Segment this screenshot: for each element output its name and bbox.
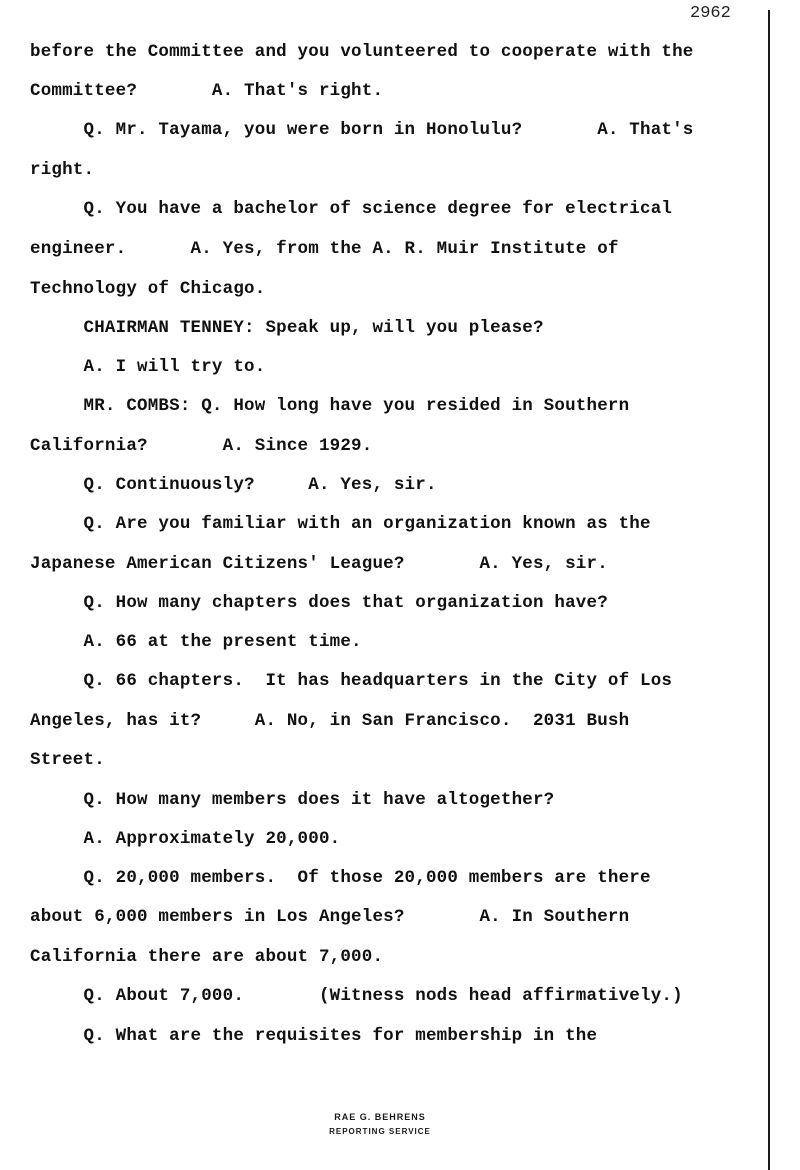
transcript-line: Q. Continuously? A. Yes, sir. (30, 475, 437, 495)
transcript-line: right. (30, 160, 95, 180)
transcript-line: A. I will try to. (30, 357, 266, 377)
transcript-line: Angeles, has it? A. No, in San Francisco. 2031 Bush (30, 711, 630, 731)
transcript-line: Q. How many chapters does that organization have? (30, 593, 608, 613)
transcript-line: Q. How many members does it have altogether? (30, 790, 555, 810)
transcript-line: Q. Are you familiar with an organization known as the (30, 514, 651, 534)
transcript-line: Street. (30, 750, 105, 770)
reporting-service-label: REPORTING SERVICE (329, 1127, 431, 1136)
transcript-line: Q. 66 chapters. It has headquarters in the City of Los (30, 671, 673, 691)
transcript-line: engineer. A. Yes, from the A. R. Muir Institute of (30, 239, 619, 259)
transcript-line: Q. You have a bachelor of science degree for electrical (30, 199, 673, 219)
transcript-line: MR. COMBS: Q. How long have you resided in Southern (30, 396, 630, 416)
transcript-line: about 6,000 members in Los Angeles? A. In Southern (30, 907, 630, 927)
transcript-line: CHAIRMAN TENNEY: Speak up, will you please? (30, 318, 544, 338)
transcript-line: Q. About 7,000. (Witness nods head affirmatively.) (30, 986, 683, 1006)
transcript-line: California there are about 7,000. (30, 947, 384, 967)
reporter-name: RAE G. BEHRENS (334, 1112, 426, 1122)
transcript-line: before the Committee and you volunteered to cooperate with the (30, 42, 694, 62)
page-number: 2962 (690, 4, 731, 23)
transcript-line: Q. Mr. Tayama, you were born in Honolulu? A. That's (30, 120, 694, 140)
transcript-line: Technology of Chicago. (30, 279, 266, 299)
right-margin-rule (768, 10, 770, 1170)
transcript-line: A. Approximately 20,000. (30, 829, 341, 849)
transcript-line: Q. 20,000 members. Of those 20,000 members are there (30, 868, 651, 888)
transcript-line: California? A. Since 1929. (30, 436, 373, 456)
transcript-line: Q. What are the requisites for membership in the (30, 1026, 598, 1046)
transcript-line: Japanese American Citizens' League? A. Yes, sir. (30, 554, 608, 574)
transcript-line: A. 66 at the present time. (30, 632, 362, 652)
transcript-line: Committee? A. That's right. (30, 81, 384, 101)
